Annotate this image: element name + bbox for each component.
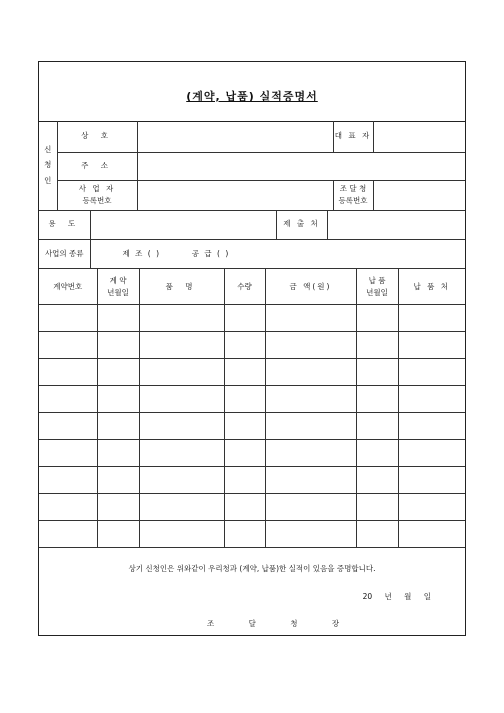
certificate-form: [38, 61, 466, 636]
table-cell[interactable]: [356, 440, 398, 467]
quantity-header: 수량: [224, 269, 265, 305]
representative-label: 대 표 자: [333, 121, 373, 152]
table-cell[interactable]: [39, 440, 97, 467]
table-cell[interactable]: [398, 440, 465, 467]
applicant-group-label: 신청인: [39, 121, 57, 210]
table-cell[interactable]: [398, 305, 465, 332]
table-cell[interactable]: [97, 467, 139, 494]
table-cell[interactable]: [265, 305, 356, 332]
table-row: [39, 440, 465, 467]
trade-name-label: 상 호: [57, 121, 137, 152]
table-cell[interactable]: [398, 494, 465, 521]
table-cell[interactable]: [39, 332, 97, 359]
table-cell[interactable]: [139, 332, 224, 359]
table-cell[interactable]: [97, 413, 139, 440]
table-cell[interactable]: [398, 521, 465, 548]
delivery-date-header: 납 품 년월일: [356, 269, 398, 305]
issuer-signature: 조 달 청 장: [207, 619, 356, 628]
table-cell[interactable]: [356, 413, 398, 440]
table-cell[interactable]: [356, 467, 398, 494]
purpose-table: [39, 210, 465, 269]
table-cell[interactable]: [39, 305, 97, 332]
table-cell[interactable]: [39, 359, 97, 386]
business-type-options: [90, 239, 465, 268]
table-cell[interactable]: [139, 521, 224, 548]
table-row: [39, 359, 465, 386]
table-cell[interactable]: [139, 305, 224, 332]
table-cell[interactable]: [97, 521, 139, 548]
table-cell[interactable]: [265, 359, 356, 386]
table-cell[interactable]: [139, 413, 224, 440]
table-cell[interactable]: [224, 494, 265, 521]
table-cell[interactable]: [97, 386, 139, 413]
table-row: [39, 413, 465, 440]
table-cell[interactable]: [224, 467, 265, 494]
table-cell[interactable]: [97, 305, 139, 332]
submit-to-label: 제 출 처: [276, 210, 327, 239]
table-cell[interactable]: [39, 386, 97, 413]
table-header-row: [39, 269, 465, 305]
table-row: [39, 305, 465, 332]
submit-to-value[interactable]: [327, 210, 465, 239]
contract-no-header: 계약번호: [39, 269, 97, 305]
table-cell[interactable]: [97, 332, 139, 359]
table-cell[interactable]: [265, 494, 356, 521]
table-cell[interactable]: [398, 386, 465, 413]
address-label: 주 소: [57, 152, 137, 180]
delivery-place-header: 납 품 처: [398, 269, 465, 305]
address-value[interactable]: [137, 152, 465, 180]
table-row: [39, 467, 465, 494]
table-cell[interactable]: [265, 413, 356, 440]
purpose-value[interactable]: [90, 210, 276, 239]
procurement-reg-value[interactable]: [373, 180, 465, 210]
table-cell[interactable]: [139, 359, 224, 386]
business-type-label: 사업의 종류: [39, 239, 90, 268]
performance-table: [39, 268, 465, 548]
table-cell[interactable]: [398, 332, 465, 359]
table-row: [39, 494, 465, 521]
applicant-info-table: [39, 121, 465, 211]
contract-date-header: 계 약 년월일: [97, 269, 139, 305]
representative-value[interactable]: [373, 121, 465, 152]
table-cell[interactable]: [139, 467, 224, 494]
table-cell[interactable]: [265, 467, 356, 494]
table-cell[interactable]: [398, 359, 465, 386]
table-cell[interactable]: [224, 386, 265, 413]
table-cell[interactable]: [356, 332, 398, 359]
biz-reg-value[interactable]: [137, 180, 333, 210]
table-cell[interactable]: [398, 467, 465, 494]
table-cell[interactable]: [97, 359, 139, 386]
table-cell[interactable]: [224, 305, 265, 332]
table-cell[interactable]: [139, 386, 224, 413]
table-cell[interactable]: [224, 521, 265, 548]
form-title: (계약, 납품) 실적증명서: [186, 90, 318, 103]
procurement-reg-label: 조 달 청 등록번호: [333, 180, 373, 210]
supply-option[interactable]: 공 급 ( ): [191, 248, 229, 258]
purpose-label: 용 도: [39, 210, 90, 239]
table-cell[interactable]: [39, 413, 97, 440]
table-cell[interactable]: [356, 494, 398, 521]
table-cell[interactable]: [356, 359, 398, 386]
table-cell[interactable]: [224, 359, 265, 386]
title-area: [39, 62, 465, 122]
item-name-header: 품 명: [139, 269, 224, 305]
table-cell[interactable]: [39, 467, 97, 494]
table-cell[interactable]: [39, 521, 97, 548]
certification-statement: 상기 신청인은 위와같이 우리청과 (계약, 납품)한 실적이 있음을 증명합니다.: [128, 564, 376, 573]
certificate-footer: [39, 546, 465, 636]
table-cell[interactable]: [356, 305, 398, 332]
table-cell[interactable]: [97, 440, 139, 467]
issue-date: 20 년 월 일: [362, 592, 431, 601]
table-cell[interactable]: [398, 413, 465, 440]
table-cell[interactable]: [39, 494, 97, 521]
table-row: [39, 386, 465, 413]
table-cell[interactable]: [139, 440, 224, 467]
table-cell[interactable]: [224, 413, 265, 440]
table-cell[interactable]: [265, 521, 356, 548]
biz-reg-label: 사 업 자 등록번호: [57, 180, 137, 210]
table-cell[interactable]: [224, 440, 265, 467]
table-cell[interactable]: [224, 332, 265, 359]
manufacture-option[interactable]: 제 조 ( ): [122, 248, 159, 258]
table-cell[interactable]: [139, 494, 224, 521]
table-row: [39, 332, 465, 359]
table-cell[interactable]: [97, 494, 139, 521]
table-row: [39, 521, 465, 548]
table-cell[interactable]: [356, 521, 398, 548]
table-cell[interactable]: [265, 440, 356, 467]
trade-name-value[interactable]: [137, 121, 333, 152]
amount-header: 금 액(원): [265, 269, 356, 305]
table-cell[interactable]: [265, 332, 356, 359]
table-cell[interactable]: [265, 386, 356, 413]
table-cell[interactable]: [356, 386, 398, 413]
